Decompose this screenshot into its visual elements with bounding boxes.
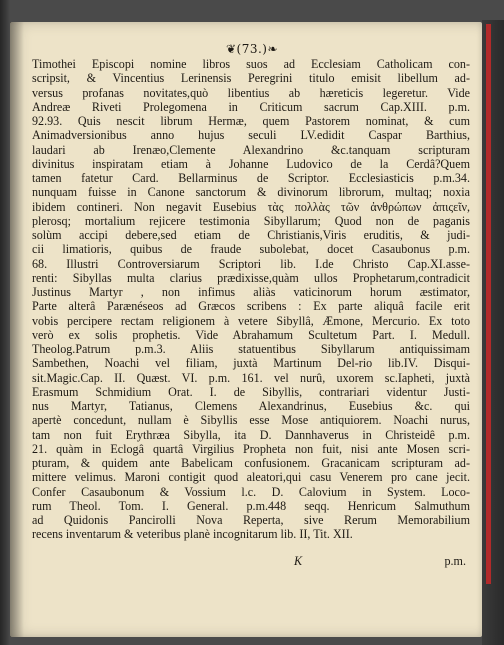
text-line: solùm accipi debere,sed etiam de Christianis,Viris eruditis, & judi-	[32, 228, 470, 242]
text-line: verò ex solis prophetis. Vide Abrahamum Scultetum Part. I. Medull.	[32, 327, 470, 342]
text-line: vobis percipere rectam religionem à vetere Sibyllâ, Æmone, Mercurio. Ex toto	[32, 313, 470, 328]
text-line: Timothei Episcopi nomine libros suos ad Ecclesiam Catholicam con-	[32, 57, 470, 71]
page-footer	[32, 554, 470, 570]
text-line: divinitus inspiratam etiam à Johanne Ludovico de la Cerdâ?Quem	[32, 156, 470, 171]
text-line: scripsit, & Vincentius Lerinensis Peregrini titulo emisit libellum ad-	[32, 71, 470, 86]
text-line: ibidem contineri. Non negavit Eusebius τὰς πολλὰς τῶν ἀνθρώπων ἀπιςεῖν,	[32, 199, 470, 214]
text-line: sit.Magic.Cap. II. Quæst. VI. p.m. 161. vel nurû, uxorem sc.Iapheti, juxtà	[32, 370, 470, 385]
text-line: 21. quàm in Eclogâ quartâ Virgilius Propheta non fuit, nisi ante Mosen scri-	[32, 441, 470, 456]
text-line: Parte alterâ Parænéseos ad Græcos scribens : Ex parte aliquâ facile erit	[32, 299, 470, 314]
catchword: p.m.	[444, 554, 466, 568]
text-line: 68. Illustri Controversiarum Scriptori lib. I.de Christo Cap.XI.asse-	[32, 256, 470, 271]
red-page-marker	[486, 24, 491, 584]
text-line: Sambethen, Noachi vel filiam, juxtà Martinum Del-rio lib.IV. Disqui-	[32, 356, 470, 371]
text-line: recens inventarum & veteribus planè incognitarum lib. II, Tit. XII.	[32, 527, 353, 542]
page-number-header: ❦(73.)❧	[225, 42, 279, 56]
body-text	[32, 57, 470, 542]
text-line: Confer Casaubonum & Vossium l.c. D. Calovium in System. Loco-	[32, 484, 470, 499]
page-gutter-shadow	[10, 22, 24, 637]
text-line: apertè concedunt, nullam è Sibyllis esse Mose antiquiorem. Noachi nurus,	[32, 413, 470, 428]
text-line: plerosq; mortalium rejicere testimonia Sibyllarum; Quod non de paganis	[32, 213, 470, 228]
text-line: tamen fatetur Card. Bellarminus de Scriptor. Ecclesiasticis p.m.34.	[32, 171, 470, 185]
signature-mark: K	[294, 554, 303, 568]
text-line: Andreæ Riveti Prolegomena in Criticum sacrum Cap.XIII. p.m.	[32, 99, 470, 114]
text-line: Animadversionibus anno hujus seculi LV.edidit Caspar Barthius,	[32, 128, 470, 143]
text-line: laudari ab Irenæo,Clemente Alexandrino &c.tanquam scripturam	[32, 142, 470, 157]
text-line: nunquam fuisse in Canone sanctorum & divinorum librorum, multaq; noxia	[32, 185, 470, 200]
text-line: tam non fuit Erythræa Sibylla, ita D. Dannhaverus in Christeidê p.m.	[32, 427, 470, 442]
text-line: renti: Sibyllas multa clarius prædixisse,quàm ullos Prophetarum,contradicit	[32, 270, 470, 285]
text-line: Theolog.Patrum p.m.3. Aliis statuentibus Sibyllarum antiquissimam	[32, 342, 470, 356]
text-line: versus profanas novitates,quò libentius ab hæreticis legeretur. Vide	[32, 85, 470, 100]
text-line: ad Quidonis Pancirolli Nova Reperta, sive Rerum Memorabilium	[32, 513, 470, 527]
text-line: Justinus Martyr , non infimus aliàs vaticinorum horum æstimator,	[32, 285, 470, 299]
text-line: Erasmum Schmidium Orat. I. de Sibyllis, contrariari videntur Justi-	[32, 384, 470, 399]
text-line: mittere velimus. Maroni contigit quod aleatori,qui casu Venerem pro cane jecit.	[32, 470, 470, 485]
text-line: 92.93. Quis nescit librum Hermæ, quem Pastorem nominat, & cum	[32, 114, 470, 128]
text-line: rum Theol. Tom. I. General. p.m.448 seqq. Henricum Salmuthum	[32, 498, 470, 513]
text-line: pturam, & quidem ante Babelicam confusionem. Gracanicam scripturam ad-	[32, 456, 470, 470]
text-line: nus Martyr, Tatianus, Clemens Alexandrinus, Eusebius &c. qui	[32, 399, 470, 413]
text-line: cii limatioris, quibus de fraude subolebat, docet Casaubonus p.m.	[32, 242, 470, 257]
